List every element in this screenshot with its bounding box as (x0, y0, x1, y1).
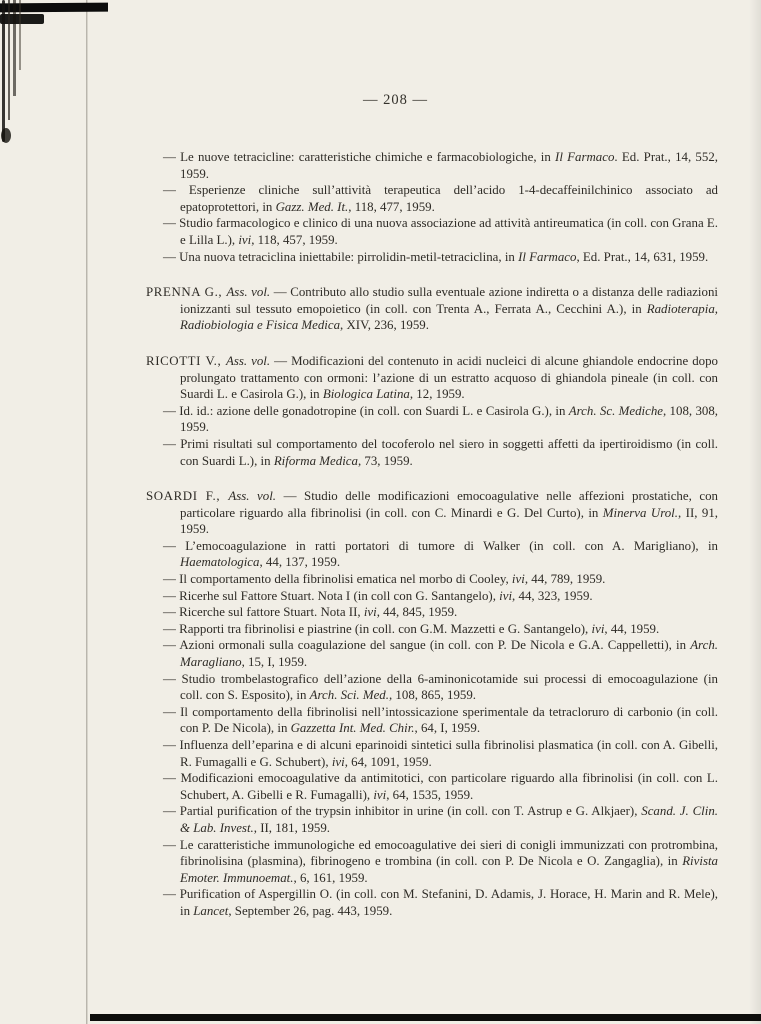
journal-title: Gazzetta Int. Med. Chir. (290, 721, 415, 736)
entry-text: — Modificazioni del contenuto in acidi nucleici di alcune ghiandole endocrine dopo prolungato trattamento con ormoni: l’azione di un estratto acquoso di ghiandola pineale (in coll. con Suardi L. e Casirola G.), in (180, 353, 718, 402)
entry-text: , 64, 1091, 1959. (344, 754, 432, 769)
entry-text: — Il comportamento della fibrinolisi ematica nel morbo di Cooley, (163, 572, 512, 587)
entry-text: — Studio delle modificazioni emocoagulative nelle affezioni prostatiche, con particolare riguardo alla fibrinolisi (in coll. con C. Minardi e G. Del Curto), in (180, 489, 718, 520)
entry-text: , 44, 323, 1959. (512, 588, 593, 603)
entry-text: , 12, 1959. (409, 387, 465, 402)
entry-text: , September 26, pag. 443, 1959. (228, 903, 393, 918)
entry-text: , 108, 308, 1959. (180, 403, 718, 435)
bibliography-entry (146, 837, 718, 887)
entry-text: . Ed. Prat., 14, 552, 1959. (180, 150, 718, 181)
journal-title: ivi (363, 605, 377, 620)
author-name: RICOTTI V., (146, 353, 226, 368)
journal-title: Minerva Urol. (602, 505, 678, 520)
bibliography-list (146, 149, 718, 920)
journal-title: Gazz. Med. It. (275, 199, 349, 214)
journal-title: ivi (499, 588, 513, 603)
entry-text: — Il comportamento della fibrinolisi nell’intossicazione sperimentale da tetracloruro di carbonio (in coll. con P. De Nicola), in (163, 704, 718, 736)
journal-title: Il Farmaco (555, 150, 615, 164)
entry-text: , 44, 845, 1959. (376, 605, 458, 620)
entry-text: — Ricerhe sul Fattore Stuart. Nota I (in coll con G. Santangelo), (163, 588, 500, 603)
entry-text: — Ricerche sul fattore Stuart. Nota II, (163, 605, 364, 620)
journal-title: Ass. vol. (226, 285, 271, 300)
right-edge-shade (749, 0, 761, 1024)
journal-title: ivi (591, 621, 605, 636)
journal-title: Haematologica (180, 555, 260, 570)
entry-text: , 108, 865, 1959. (388, 688, 476, 703)
bibliography-entry (146, 284, 718, 334)
journal-title: Biologica Latina (322, 387, 410, 402)
entry-text: — Studio trombelastografico dell’azione della 6-aminonicotamide sui processi di emocoagulazione (in coll. con S. Esposito), in (163, 671, 718, 703)
page-number: — 208 — (363, 92, 428, 108)
scan-artifact-streak (2, 0, 5, 142)
journal-title: Arch. Maragliano (180, 638, 718, 670)
scan-artifact-streak (13, 0, 16, 96)
bibliography-entry (146, 353, 718, 403)
bibliography-section (146, 149, 718, 265)
entry-text: , 73, 1959. (357, 453, 413, 468)
entry-text: — Contributo allo studio sulla eventuale azione indiretta o a distanza delle radiazioni ionizzanti sul tessuto emopoietico (in coll. con Trenta A., Ferrata A., Cecchini A.), in (180, 285, 718, 316)
entry-text: — Purification of Aspergillin O. (in coll. con M. Stefanini, D. Adamis, J. Horace, H. Marin and R. Mele), in (163, 887, 718, 918)
bibliography-entry (146, 704, 718, 737)
entry-text: , 15, I, 1959. (241, 655, 308, 670)
bibliography-section (146, 353, 718, 469)
bibliography-entry (146, 571, 718, 588)
journal-title: Il Farmaco (518, 249, 577, 264)
entry-text: , 44, 1959. (604, 621, 660, 636)
entry-text: — Le nuove tetracicline: caratteristiche chimiche e farmacobiologiche, in (163, 150, 556, 164)
entry-text: — Partial purification of the trypsin inhibitor in urine (in coll. con T. Astrup e G. Alkjaer), (163, 804, 642, 819)
bibliography-entry (146, 403, 718, 436)
bibliography-entry (146, 803, 718, 836)
journal-title: Arch. Sc. Mediche (568, 403, 663, 418)
bibliography-entry (146, 249, 718, 266)
entry-text: , 44, 137, 1959. (259, 555, 341, 570)
entry-text: , 64, 1535, 1959. (386, 787, 474, 802)
scan-artifact-bottom-strip (90, 1014, 761, 1021)
entry-text: , XIV, 236, 1959. (340, 318, 429, 333)
entry-text: — Azioni ormonali sulla coagulazione del sangue (in coll. con P. De Nicola e G.A. Cappelletti), in (163, 638, 691, 653)
bibliography-section (146, 284, 718, 334)
entry-text: , 118, 477, 1959. (348, 199, 435, 214)
bibliography-entry (146, 215, 718, 248)
bibliography-entry (146, 488, 718, 538)
entry-text: — Influenza dell’eparina e di alcuni eparinoidi sintetici sulla fibrinolisi plasmatica (in coll. con A. Gibelli, R. Fumagalli e G. Schubert), (163, 738, 718, 769)
journal-title: ivi (331, 754, 345, 769)
bibliography-entry (146, 770, 718, 803)
journal-title: Ass. vol. (225, 353, 271, 368)
entry-text: — Esperienze cliniche sull’attività terapeutica dell’acido 1-4-decaffeinilchinico associato ad epatoprotettori, in (163, 183, 718, 214)
entry-text: — Rapporti tra fibrinolisi e piastrine (in coll. con G.M. Mazzetti e G. Santangelo), (163, 621, 592, 636)
author-name: PRENNA G., (146, 285, 227, 300)
entry-text: , 64, I, 1959. (414, 721, 481, 736)
entry-text: — L’emocoagulazione in ratti portatori di tumore di Walker (in coll. con A. Marigliano), in (163, 538, 718, 553)
bibliography-entry (146, 621, 718, 638)
journal-title: ivi (238, 232, 252, 247)
bibliography-entry (146, 182, 718, 215)
bibliography-entry (146, 436, 718, 469)
journal-title: Rivista Emoter. Immunoemat. (180, 854, 718, 885)
journal-title: Scand. J. Clin. & Lab. Invest. (180, 804, 718, 835)
entry-text: , II, 181, 1959. (253, 820, 331, 835)
page-edge-line (86, 0, 88, 1024)
bibliography-entry (146, 886, 718, 919)
entry-text: , Ed. Prat., 14, 631, 1959. (576, 249, 709, 264)
bibliography-entry (146, 637, 718, 670)
bibliography-section (146, 488, 718, 919)
scan-artifact-spot (1, 128, 11, 143)
journal-title: ivi (373, 787, 387, 802)
scan-artifact-top-bar (0, 3, 108, 13)
bibliography-entry (146, 737, 718, 770)
entry-text: , 6, 161, 1959. (293, 870, 368, 885)
entry-text: — Primi risultati sul comportamento del tocoferolo nel siero in soggetti affetti da ipertiroidismo (in coll. con Suardi L.), in (163, 436, 718, 468)
binding-gutter (0, 0, 86, 1024)
journal-title: ivi (511, 572, 525, 587)
bibliography-entry (146, 538, 718, 571)
journal-title: Ass. vol. (228, 489, 277, 504)
entry-text: — Una nuova tetraciclina iniettabile: pirrolidin-metil-tetraciclina, in (163, 249, 519, 264)
entry-text: , 44, 789, 1959. (524, 572, 606, 587)
journal-title: Radioterapia, Radiobiologia e Fisica Medica (180, 301, 718, 333)
entry-text: , II, 91, 1959. (180, 505, 718, 537)
bibliography-entry (146, 149, 718, 182)
entry-text: — Studio farmacologico e clinico di una nuova associazione ad attività antireumatica (in coll. con Grana E. e Lilla L.), (163, 216, 718, 247)
scan-artifact-blob (0, 14, 44, 24)
bibliography-entry (146, 604, 718, 621)
journal-title: Arch. Sci. Med. (309, 688, 389, 703)
scan-artifact-streak (8, 0, 10, 120)
scan-artifact-streak (19, 0, 21, 70)
journal-title: Lancet (193, 903, 229, 918)
bibliography-entry (146, 671, 718, 704)
bibliography-entry (146, 588, 718, 605)
entry-text: — Le caratteristiche immunologiche ed emocoagulative dei sieri di conigli immunizzati con protrombina, fibrinolisina (plasmina), fibrinogeno e trombina (in coll. con P. De Nicola e O. Zangaglia), in (163, 837, 718, 869)
author-name: SOARDI F., (146, 489, 229, 504)
entry-text: — Id. id.: azione delle gonadotropine (in coll. con Suardi L. e Casirola G.), in (163, 403, 569, 418)
entry-text: — Modificazioni emocoagulative da antimitotici, con particolare riguardo alla fibrinolisi (in coll. con L. Schubert, A. Gibelli e R. Fumagalli), (163, 771, 718, 802)
journal-title: Riforma Medica (273, 453, 358, 468)
entry-text: , 118, 457, 1959. (251, 232, 338, 247)
